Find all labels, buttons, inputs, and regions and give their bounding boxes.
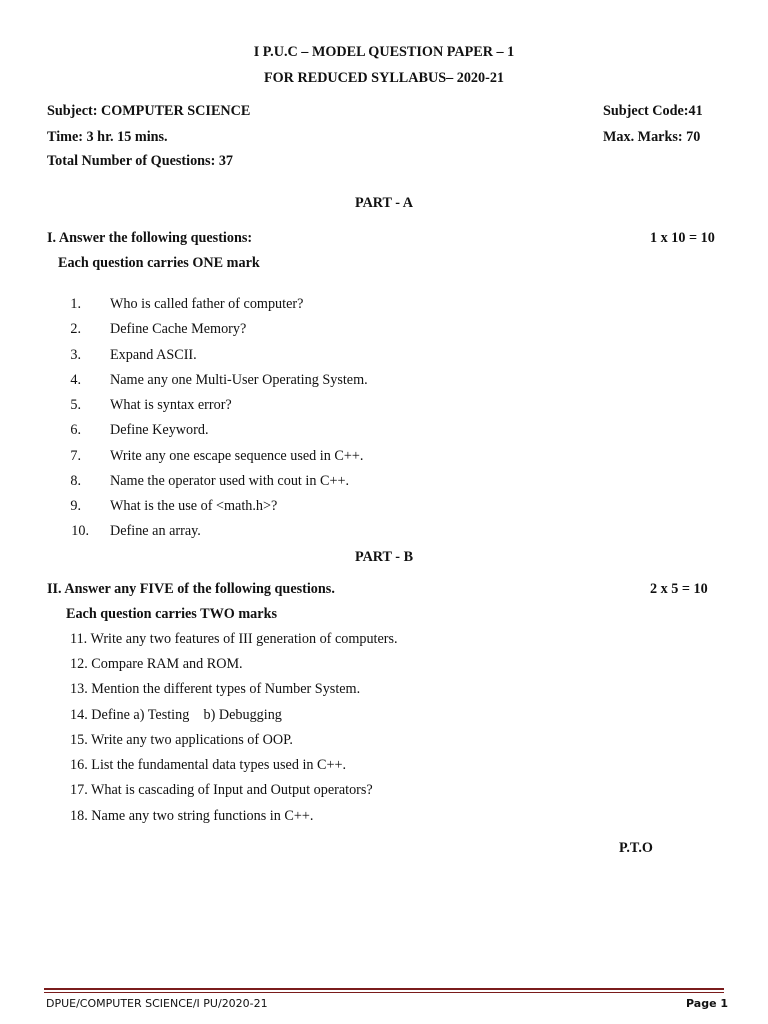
list-item: 17. What is cascading of Input and Output operators? xyxy=(70,782,373,798)
paper-subtitle: FOR REDUCED SYLLABUS– 2020-21 xyxy=(263,70,505,86)
question-text: Define Cache Memory? xyxy=(110,321,247,337)
max-marks: Max. Marks: 70 xyxy=(603,129,701,145)
list-item: 13. Mention the different types of Number System. xyxy=(70,681,361,697)
question-number: 2. xyxy=(70,321,81,337)
list-item: 16. List the fundamental data types used in C++. xyxy=(70,757,347,773)
list-item: 11. Write any two features of III generation of computers. xyxy=(70,631,398,647)
question-text: Name any one Multi-User Operating System. xyxy=(110,372,368,388)
question-number: 7. xyxy=(70,448,81,464)
footer-left-text: DPUE/COMPUTER SCIENCE/I PU/2020-21 xyxy=(46,997,268,1010)
question-number: 8. xyxy=(70,473,81,489)
footer-rule xyxy=(44,988,724,990)
part-b-instruction: II. Answer any FIVE of the following questions. xyxy=(47,581,335,597)
question-number: 6. xyxy=(70,422,81,438)
subject: Subject: COMPUTER SCIENCE xyxy=(47,103,251,119)
question-number: 4. xyxy=(70,372,81,388)
footer-rule-thin xyxy=(44,992,724,993)
part-a-marks: 1 x 10 = 10 xyxy=(650,230,715,246)
question-text: Write any one escape sequence used in C++. xyxy=(110,448,364,464)
pto-note: P.T.O xyxy=(619,840,653,856)
question-text: Who is called father of computer? xyxy=(110,296,304,312)
list-item: 12. Compare RAM and ROM. xyxy=(70,656,243,672)
part-b-sub-instruction: Each question carries TWO marks xyxy=(66,606,277,622)
subject-code: Subject Code:41 xyxy=(603,103,703,119)
page-number: Page 1 xyxy=(686,997,729,1010)
part-b-heading: PART - B xyxy=(354,549,414,565)
question-number: 3. xyxy=(70,347,81,363)
list-item: 18. Name any two string functions in C++. xyxy=(70,808,314,824)
total-questions: Total Number of Questions: 37 xyxy=(47,153,234,169)
time-allowed: Time: 3 hr. 15 mins. xyxy=(47,129,168,145)
paper-title: I P.U.C – MODEL QUESTION PAPER – 1 xyxy=(253,44,515,60)
question-text: Define Keyword. xyxy=(110,422,209,438)
question-number: 5. xyxy=(70,397,81,413)
question-number: 10. xyxy=(71,523,89,539)
question-text: What is syntax error? xyxy=(110,397,232,413)
question-text: Define an array. xyxy=(110,523,201,539)
question-number: 9. xyxy=(70,498,81,514)
question-text: Name the operator used with cout in C++. xyxy=(110,473,350,489)
question-number: 1. xyxy=(70,296,81,312)
part-a-sub-instruction: Each question carries ONE mark xyxy=(58,255,260,271)
list-item: 14. Define a) Testing b) Debugging xyxy=(70,707,282,723)
question-text: What is the use of <math.h>? xyxy=(110,498,278,514)
question-text: Expand ASCII. xyxy=(110,347,197,363)
list-item: 15. Write any two applications of OOP. xyxy=(70,732,293,748)
part-a-instruction: I. Answer the following questions: xyxy=(47,230,253,246)
part-b-marks: 2 x 5 = 10 xyxy=(650,581,708,597)
part-a-heading: PART - A xyxy=(354,195,414,211)
